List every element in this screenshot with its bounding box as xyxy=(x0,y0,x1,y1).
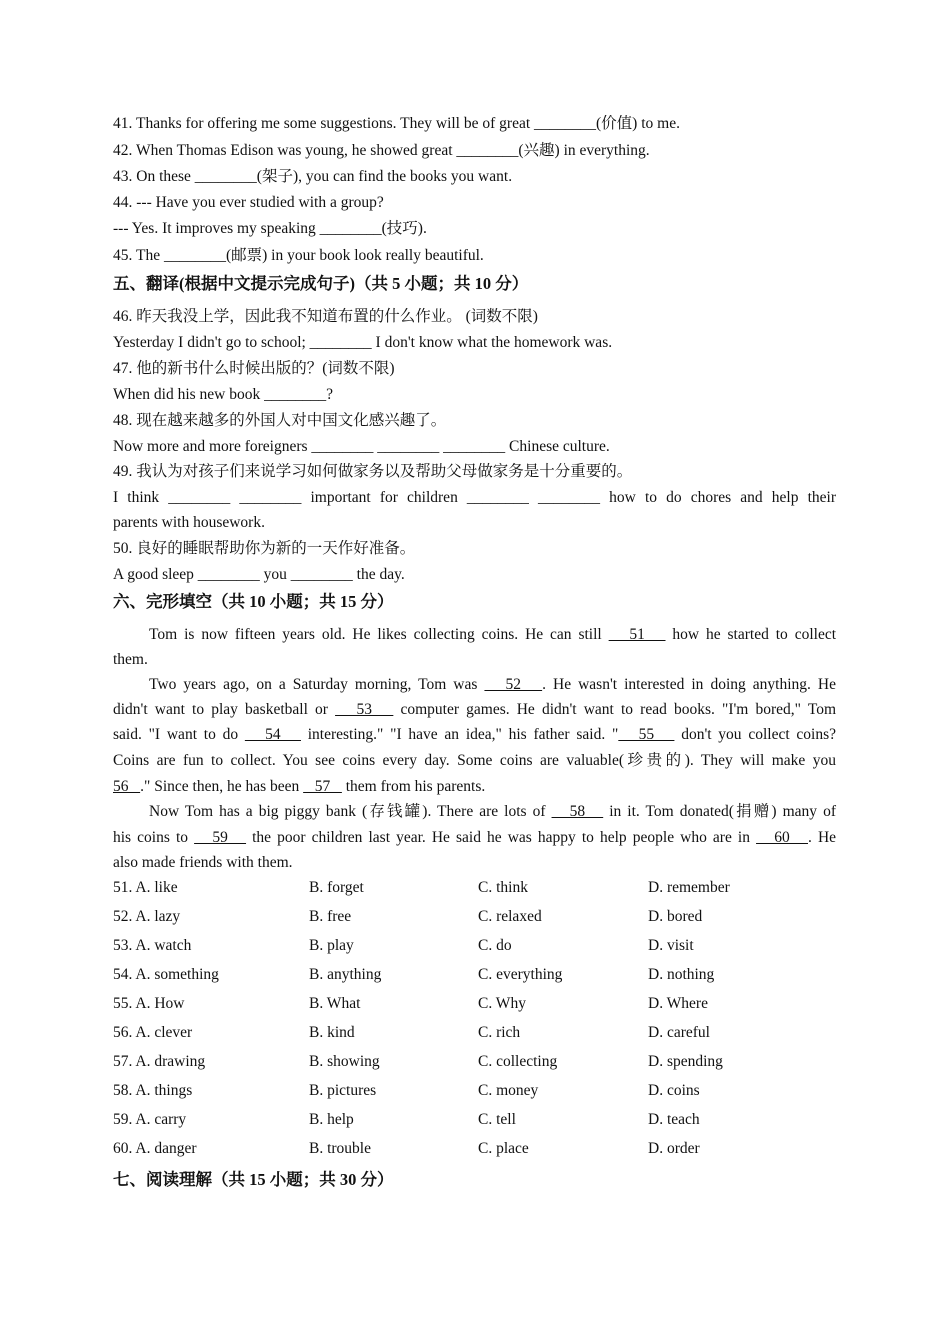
option-60-D: D. order xyxy=(648,1140,700,1157)
passage-text: in it. Tom donated(捐赠) many of xyxy=(603,803,836,820)
option-55-B: B. What xyxy=(309,995,361,1012)
question-48-sentence: Now more and more foreigners ________ ________ ________ Chinese culture. xyxy=(113,438,610,455)
question-49: 49. 我认为对孩子们来说学习如何做家务以及帮助父母做家务是十分重要的。 xyxy=(113,463,633,480)
question-47: 47. 他的新书什么时候出版的？(词数不限) xyxy=(113,360,395,377)
passage-line xyxy=(113,625,836,645)
question-46: 46. 昨天我没上学，因此我不知道布置的什么作业。 (词数不限) xyxy=(113,308,538,325)
question-44: 44. --- Have you ever studied with a group? xyxy=(113,194,384,211)
option-56-B: B. kind xyxy=(309,1024,355,1041)
question-50: 50. 良好的睡眠帮助你为新的一天作好准备。 xyxy=(113,540,416,557)
passage-line xyxy=(113,751,836,771)
passage-line xyxy=(113,853,836,873)
question-43: 43. On these ________(架子), you can find the books you want. xyxy=(113,168,513,185)
passage-text: Now Tom has a big piggy bank (存钱罐). There are lots of xyxy=(149,803,552,820)
blank-55: 55 xyxy=(618,726,675,743)
option-51-D: D. remember xyxy=(648,879,730,896)
section-6-heading: 六、完形填空（共 10 小题；共 15 分） xyxy=(113,592,394,611)
option-52-B: B. free xyxy=(309,908,352,925)
option-57-B: B. showing xyxy=(309,1053,380,1070)
option-54-A: 54. A. something xyxy=(113,966,219,983)
blank-54: 54 xyxy=(244,726,301,743)
blank-52: 52 xyxy=(484,676,543,693)
blank-60: 60 xyxy=(756,829,808,846)
option-59-B: B. help xyxy=(309,1111,354,1128)
passage-line xyxy=(113,650,836,670)
passage-text: ." Since then, he has been xyxy=(140,778,304,795)
option-58-C: C. money xyxy=(478,1082,539,1099)
question-49-sentence-cont: parents with housework. xyxy=(113,514,265,531)
passage-text: interesting." "I have an idea," his father said. " xyxy=(300,726,619,743)
option-52-C: C. relaxed xyxy=(478,908,542,925)
option-51-C: C. think xyxy=(478,879,528,896)
option-51-A: 51. A. like xyxy=(113,879,178,896)
passage-text: . He xyxy=(808,829,837,846)
passage-text: them from his parents. xyxy=(341,778,486,795)
question-50-sentence: A good sleep ________ you ________ the day. xyxy=(113,566,405,583)
option-59-A: 59. A. carry xyxy=(113,1111,187,1128)
option-55-A: 55. A. How xyxy=(113,995,185,1012)
question-46-sentence: Yesterday I didn't go to school; ________ I don't know what the homework was. xyxy=(113,334,613,351)
passage-text: said. "I want to do xyxy=(113,726,245,743)
question-45: 45. The ________(邮票) in your book look really beautiful. xyxy=(113,247,484,264)
passage-text: also made friends with them. xyxy=(113,854,293,871)
option-53-B: B. play xyxy=(309,937,354,954)
question-44-answer: --- Yes. It improves my speaking ________(技巧). xyxy=(113,220,427,237)
option-52-A: 52. A. lazy xyxy=(113,908,181,925)
passage-line xyxy=(113,777,836,797)
question-42: 42. When Thomas Edison was young, he showed great ________(兴趣) in everything. xyxy=(113,142,650,159)
passage-text: his coins to xyxy=(113,829,195,846)
option-56-A: 56. A. clever xyxy=(113,1024,193,1041)
option-55-D: D. Where xyxy=(648,995,708,1012)
passage-line xyxy=(113,828,836,848)
option-58-B: B. pictures xyxy=(309,1082,377,1099)
option-51-B: B. forget xyxy=(309,879,364,896)
section-5-heading: 五、翻译(根据中文提示完成句子)（共 5 小题；共 10 分） xyxy=(113,274,529,293)
option-57-A: 57. A. drawing xyxy=(113,1053,206,1070)
passage-text: didn't want to play basketball or xyxy=(113,701,336,718)
option-54-C: C. everything xyxy=(478,966,563,983)
option-56-D: D. careful xyxy=(648,1024,710,1041)
option-52-D: D. bored xyxy=(648,908,703,925)
option-58-D: D. coins xyxy=(648,1082,700,1099)
option-55-C: C. Why xyxy=(478,995,526,1012)
option-60-A: 60. A. danger xyxy=(113,1140,197,1157)
option-60-B: B. trouble xyxy=(309,1140,371,1157)
passage-text: . He wasn't interested in doing anything. He xyxy=(542,676,837,693)
passage-text: them. xyxy=(113,651,148,668)
option-54-D: D. nothing xyxy=(648,966,715,983)
option-53-D: D. visit xyxy=(648,937,694,954)
passage-text: Tom is now fifteen years old. He likes collecting coins. He can still xyxy=(149,626,609,643)
passage-line xyxy=(113,725,836,745)
blank-59: 59 xyxy=(194,829,247,846)
blank-56: 56 xyxy=(113,778,141,795)
passage-text: Two years ago, on a Saturday morning, Tom was xyxy=(149,676,485,693)
option-53-A: 53. A. watch xyxy=(113,937,192,954)
question-41: 41. Thanks for offering me some suggestions. They will be of great ________(价值) to me. xyxy=(113,115,680,132)
passage-text: computer games. He didn't want to read books. "I'm bored," Tom xyxy=(393,701,837,718)
option-60-C: C. place xyxy=(478,1140,529,1157)
passage-line xyxy=(113,700,836,720)
option-54-B: B. anything xyxy=(309,966,382,983)
passage-line xyxy=(113,675,836,695)
passage-text: how he started to collect xyxy=(665,626,837,643)
option-58-A: 58. A. things xyxy=(113,1082,193,1099)
blank-53: 53 xyxy=(335,701,394,718)
question-47-sentence: When did his new book ________? xyxy=(113,386,333,403)
option-56-C: C. rich xyxy=(478,1024,521,1041)
option-59-D: D. teach xyxy=(648,1111,700,1128)
passage-text: don't you collect coins? xyxy=(674,726,836,743)
blank-58: 58 xyxy=(551,803,604,820)
passage-text: the poor children last year. He said he was happy to help people who are in xyxy=(246,829,757,846)
passage-text: Coins are fun to collect. You see coins every day. Some coins are valuable(珍贵的). They will make you xyxy=(113,752,836,769)
section-7-heading: 七、阅读理解（共 15 小题；共 30 分） xyxy=(113,1170,394,1189)
option-57-D: D. spending xyxy=(648,1053,723,1070)
question-48: 48. 现在越来越多的外国人对中国文化感兴趣了。 xyxy=(113,412,447,429)
blank-51: 51 xyxy=(608,626,666,643)
blank-57: 57 xyxy=(303,778,342,795)
option-59-C: C. tell xyxy=(478,1111,516,1128)
option-57-C: C. collecting xyxy=(478,1053,558,1070)
passage-line xyxy=(113,802,836,822)
question-49-sentence: I think ________ ________ important for children ________ ________ how to do chores and help their xyxy=(113,489,836,506)
option-53-C: C. do xyxy=(478,937,512,954)
